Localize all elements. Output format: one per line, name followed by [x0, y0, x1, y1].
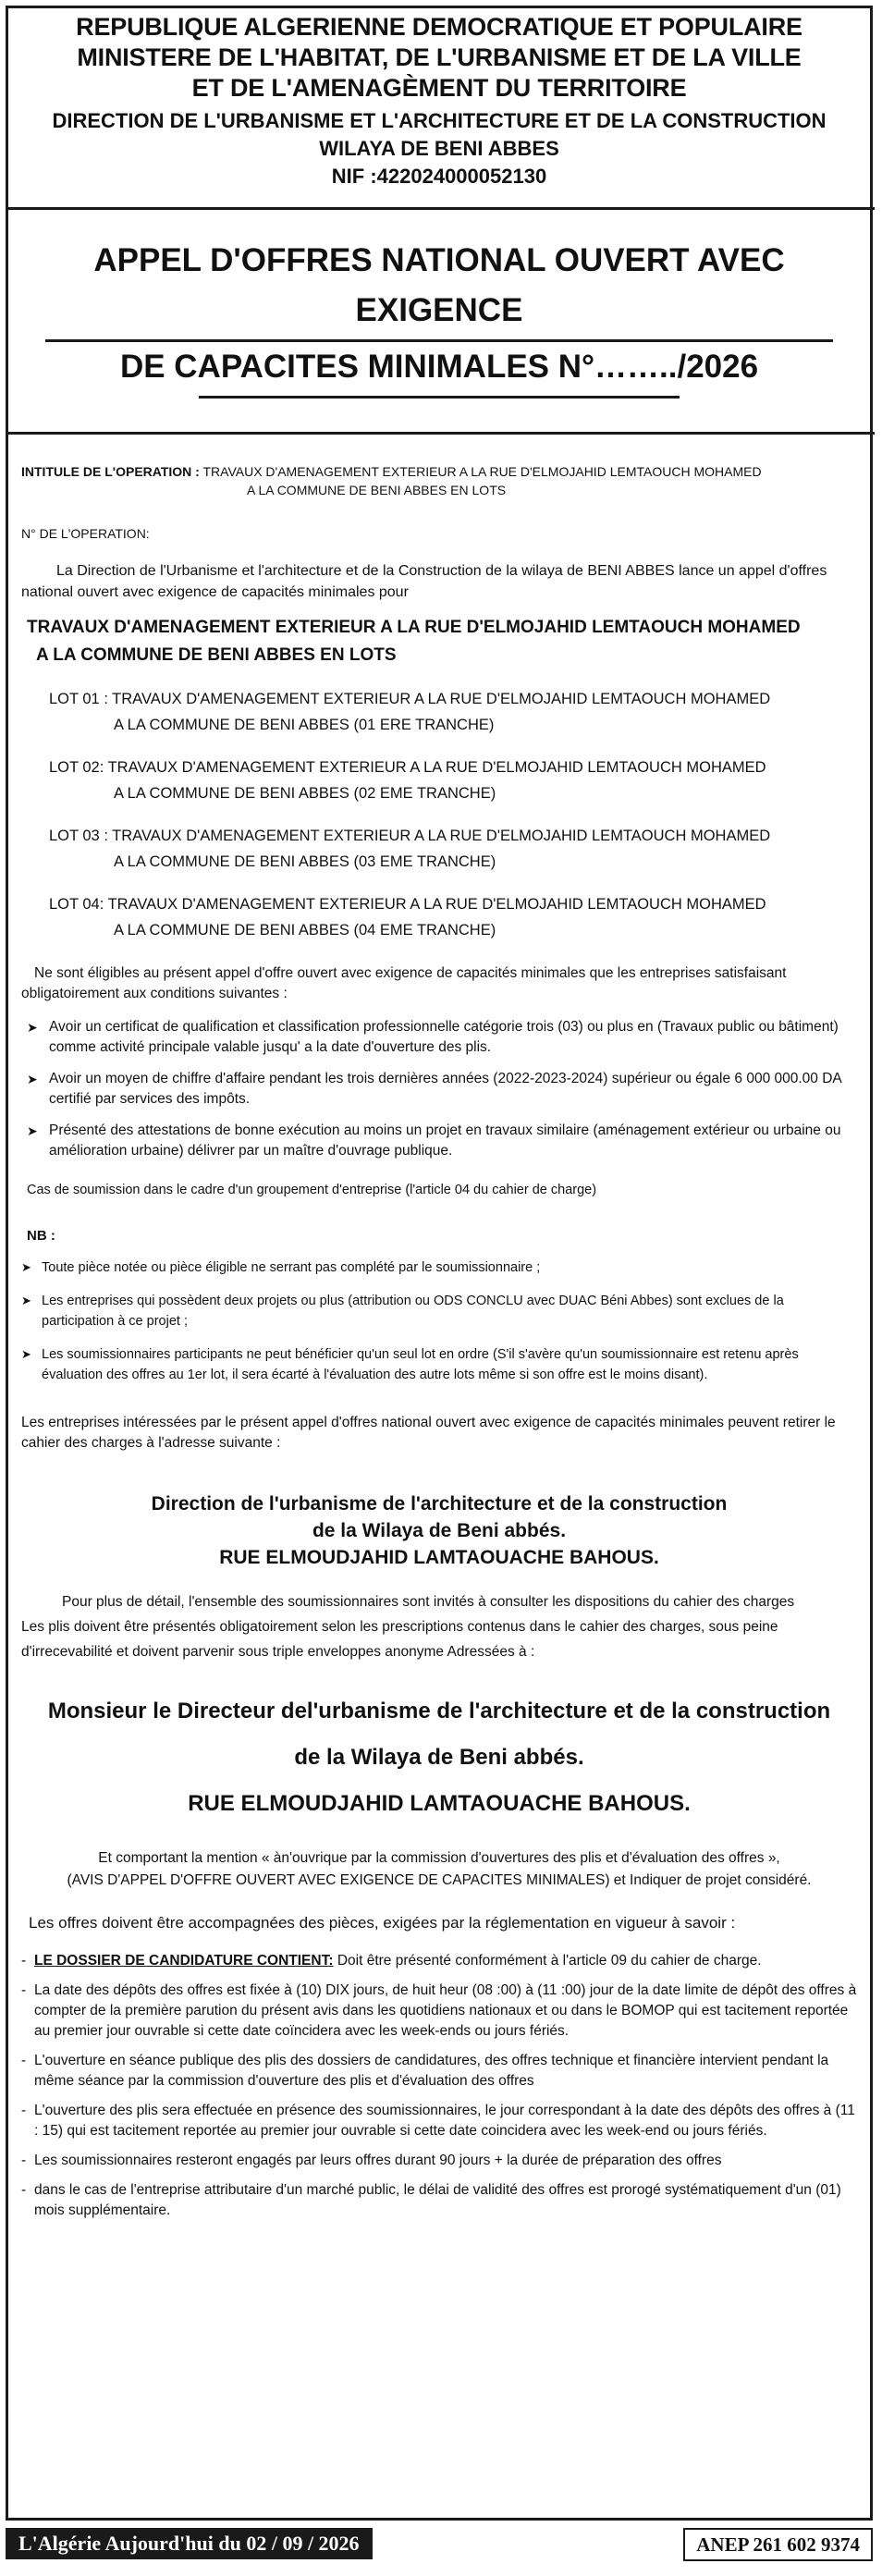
mention-line-2: (AVIS D'APPEL D'OFFRE OUVERT AVEC EXIGENCE DE CAPACITES MINIMALES) et Indiquer de projet considéré.	[67, 1872, 812, 1888]
nb-text: Les entreprises qui possèdent deux projets ou plus (attribution ou ODS CONCLU avec DUAC Béni Abbes) sont exclues de la participation à ce projet ;	[42, 1294, 784, 1329]
header-line-3: ET DE L'AMENAGÈMENT DU TERRITOIRE	[191, 74, 687, 102]
lot-item	[21, 891, 857, 943]
arrow-bullet-icon: ➤	[27, 1020, 38, 1035]
header-line-4: DIRECTION DE L'URBANISME ET L'ARCHITECTURE ET DE LA CONSTRUCTION	[52, 109, 827, 132]
list-item	[21, 1981, 857, 2042]
list-item	[21, 1951, 857, 1971]
detail-paragraph	[21, 1589, 857, 1664]
nb-label: NB :	[27, 1228, 55, 1244]
header-nif: NIF :422024000052130	[331, 165, 547, 188]
operation-label: INTITULE DE L'OPERATION :	[21, 464, 200, 479]
lot-line-1: LOT 04: TRAVAUX D'AMENAGEMENT EXTERIEUR A LA RUE D'ELMOJAHID LEMTAOUCH MOHAMED	[49, 896, 766, 913]
offres-text: dans le cas de l'entreprise attributaire d'un marché public, le délai de validité des offres est prorogé systématiquement d'un (01) mois supplémentaire.	[34, 2182, 841, 2218]
title-line-1: APPEL D'OFFRES NATIONAL OUVERT AVEC EXIGENCE	[93, 242, 785, 328]
anep-reference: ANEP 261 602 9374	[683, 2528, 873, 2561]
dossier-text: Doit être présenté conformément à l'article 09 du cahier de charge.	[337, 1953, 762, 1969]
header-line-2: MINISTERE DE L'HABITAT, DE L'URBANISME ET DE LA VILLE	[77, 43, 802, 71]
dash-bullet-icon: -	[21, 2103, 27, 2118]
nb-list	[21, 1257, 857, 1385]
lot-line-2: A LA COMMUNE DE BENI ABBES (04 EME TRANCHE)	[114, 922, 496, 938]
arrow-bullet-icon: ➤	[21, 1260, 31, 1274]
list-item	[21, 2151, 857, 2171]
title-line-2: DE CAPACITES MINIMALES N°……../2026	[119, 349, 759, 385]
list-item	[21, 1017, 857, 1058]
list-item	[21, 2180, 857, 2221]
groupement-note: Cas de soumission dans le cadre d'un groupement d'entreprise (l'article 04 du cahier de charge)	[27, 1183, 597, 1197]
conditions-list	[21, 1017, 857, 1161]
list-item	[21, 1069, 857, 1110]
lot-item	[21, 823, 857, 875]
offres-list	[21, 1951, 857, 2221]
condition-text: Avoir un certificat de qualification et classification professionnelle catégorie trois (03) ou plus en (Travaux public ou bâtiment) comme activité principale valable jusqu' a la date d'ouverture des plis.	[49, 1019, 839, 1055]
dossier-label: LE DOSSIER DE CANDIDATURE CONTIENT:	[34, 1953, 334, 1969]
offres-text: La date des dépôts des offres est fixée à (10) DIX jours, de huit heur (08 :00) à (11 :00) jour de la date limite de dépôt des offres à compter de la première parution du présent avis dans les quotidiens nationaux et ou dans le BOMOP qui est tacitement reportée au premier jour ouvrable si cette date coïncidera avec les week-ends ou jours fériés.	[34, 1982, 857, 2039]
notice-frame	[6, 6, 873, 2521]
list-item	[21, 1121, 857, 1161]
nb-text: Toute pièce notée ou pièce éligible ne serrant pas complété par le soumissionnaire ;	[42, 1260, 541, 1275]
header-divider	[6, 207, 875, 210]
mention-line-1: Et comportant la mention « àn'ouvrique par la commission d'ouvertures des plis et d'évaluation des offres »,	[98, 1850, 780, 1866]
lot-line-1: LOT 02: TRAVAUX D'AMENAGEMENT EXTERIEUR A LA RUE D'ELMOJAHID LEMTAOUCH MOHAMED	[49, 759, 766, 776]
operation-heading-line-1: TRAVAUX D'AMENAGEMENT EXTERIEUR A LA RUE D'ELMOJAHID LEMTAOUCH MOHAMED	[27, 618, 801, 637]
detail-line-1: Pour plus de détail, l'ensemble des soumissionnaires sont invités à consulter les dispositions du cahier des charges	[62, 1594, 795, 1610]
detail-line-2: Les plis doivent être présentés obligatoirement selon les prescriptions contenus dans le cahier des charges, sous peine d'irrecevabilité et doivent parvenir sous triple enveloppes anonyme Adressées à :	[21, 1619, 778, 1660]
dash-bullet-icon: -	[21, 2053, 27, 2068]
offres-text: L'ouverture en séance publique des plis des dossiers de candidatures, des offres technique et financière intervient pendant la même séance par la commission d'ouverture des plis et d'évaluation des offres	[34, 2053, 829, 2089]
list-item	[21, 2101, 857, 2141]
operation-heading	[21, 614, 857, 669]
lot-line-2: A LA COMMUNE DE BENI ABBES (03 EME TRANCHE)	[114, 853, 496, 870]
arrow-bullet-icon: ➤	[21, 1294, 31, 1307]
conditions-intro: Ne sont éligibles au présent appel d'offre ouvert avec exigence de capacités minimales que les entreprises satisfaisant obligatoirement aux conditions suivantes :	[21, 965, 787, 1001]
header-line-5: WILAYA DE BENI ABBES	[319, 137, 559, 160]
submission-address	[21, 1688, 857, 1827]
operation-text-2: A LA COMMUNE DE BENI ABBES EN LOTS	[247, 483, 507, 497]
dash-bullet-icon: -	[21, 2153, 27, 2168]
publication-date: L'Algérie Aujourd'hui du 02 / 09 / 2026	[6, 2528, 373, 2559]
withdrawal-address	[21, 1490, 857, 1571]
mention-paragraph	[21, 1847, 857, 1892]
operation-text-1: TRAVAUX D'AMENAGEMENT EXTERIEUR A LA RUE D'ELMOJAHID LEMTAOUCH MOHAMED	[202, 464, 762, 479]
operation-heading-line-2: A LA COMMUNE DE BENI ABBES EN LOTS	[36, 645, 397, 665]
arrow-bullet-icon: ➤	[21, 1347, 31, 1361]
list-item	[21, 2051, 857, 2091]
dash-bullet-icon: -	[21, 1982, 27, 1998]
list-item	[21, 1344, 857, 1385]
address-line-1: Direction de l'urbanisme de l'architecture et de la construction	[151, 1493, 728, 1515]
lot-item	[21, 754, 857, 806]
condition-text: Présenté des attestations de bonne exécution au moins un projet en travaux similaire (aménagement extérieur ou urbaine ou amélioration urbaine) délivrer par un maître d'ouvrage publique.	[49, 1122, 841, 1159]
address-line-2: de la Wilaya de Beni abbés.	[312, 1520, 567, 1541]
address2-line-3: RUE ELMOUDJAHID LAMTAOUACHE BAHOUS.	[188, 1791, 691, 1816]
notice-title	[8, 236, 870, 399]
arrow-bullet-icon: ➤	[27, 1072, 38, 1086]
offres-text: L'ouverture des plis sera effectuée en présence des soumissionnaires, le jour correspondant à la date des dépôts des offres à (11 : 15) qui est tacitement reportée au premier jour ouvrable si cette date coincidera avec les week-end ou jours fériés.	[34, 2103, 855, 2139]
dash-bullet-icon: -	[21, 2182, 27, 2198]
notice-footer	[6, 2528, 873, 2561]
lot-item	[21, 686, 857, 738]
lot-line-2: A LA COMMUNE DE BENI ABBES (01 ERE TRANCHE)	[114, 717, 495, 733]
address-line-3: RUE ELMOUDJAHID LAMTAOUACHE BAHOUS.	[219, 1547, 659, 1568]
retire-paragraph: Les entreprises intéressées par le présent appel d'offres national ouvert avec exigence de capacités minimales peuvent retirer le cahier des charges à l'adresse suivante :	[21, 1415, 836, 1451]
lot-line-1: LOT 03 : TRAVAUX D'AMENAGEMENT EXTERIEUR A LA RUE D'ELMOJAHID LEMTAOUCH MOHAMED	[49, 828, 771, 844]
condition-text: Avoir un moyen de chiffre d'affaire pendant les trois dernières années (2022-2023-2024) supérieur ou égale 6 000 000.00 DA certifié par services des impôts.	[49, 1071, 841, 1107]
title-divider	[6, 432, 875, 435]
address2-line-2: de la Wilaya de Beni abbés.	[294, 1745, 584, 1770]
lot-line-1: LOT 01 : TRAVAUX D'AMENAGEMENT EXTERIEUR A LA RUE D'ELMOJAHID LEMTAOUCH MOHAMED	[49, 691, 771, 707]
title-underline-2	[199, 396, 680, 399]
nb-text: Les soumissionnaires participants ne peut bénéficier qu'un seul lot en ordre (S'il s'avère qu'un soumissionnaire est retenu après évaluation des offres au 1er lot, il sera écarté à l'évaluation des autre lots même si son offre est le moins disant).	[42, 1347, 799, 1382]
intro-paragraph: La Direction de l'Urbanisme et l'architecture et de la Construction de la wilaya de BENI ABBES lance un appel d'offres national ouvert avec exigence de capacités minimales pour	[21, 563, 827, 600]
arrow-bullet-icon: ➤	[27, 1123, 38, 1138]
notice-header	[8, 12, 870, 190]
address2-line-1: Monsieur le Directeur del'urbanisme de l'architecture et de la construction	[47, 1699, 831, 1723]
list-item	[21, 1257, 857, 1278]
offres-text: Les soumissionnaires resteront engagés par leurs offres durant 90 jours + la durée de préparation des offres	[34, 2153, 722, 2168]
lot-line-2: A LA COMMUNE DE BENI ABBES (02 EME TRANCHE)	[114, 785, 496, 802]
operation-title	[21, 462, 857, 499]
notice-body	[8, 462, 870, 2221]
offres-intro: Les offres doivent être accompagnées des pièces, exigées par la réglementation en vigueur à savoir :	[29, 1914, 736, 1932]
list-item	[21, 1291, 857, 1331]
dash-bullet-icon: -	[21, 1953, 27, 1969]
operation-number-label: N° DE L'OPERATION:	[21, 526, 150, 541]
header-line-1: REPUBLIQUE ALGERIENNE DEMOCRATIQUE ET POPULAIRE	[76, 13, 802, 41]
